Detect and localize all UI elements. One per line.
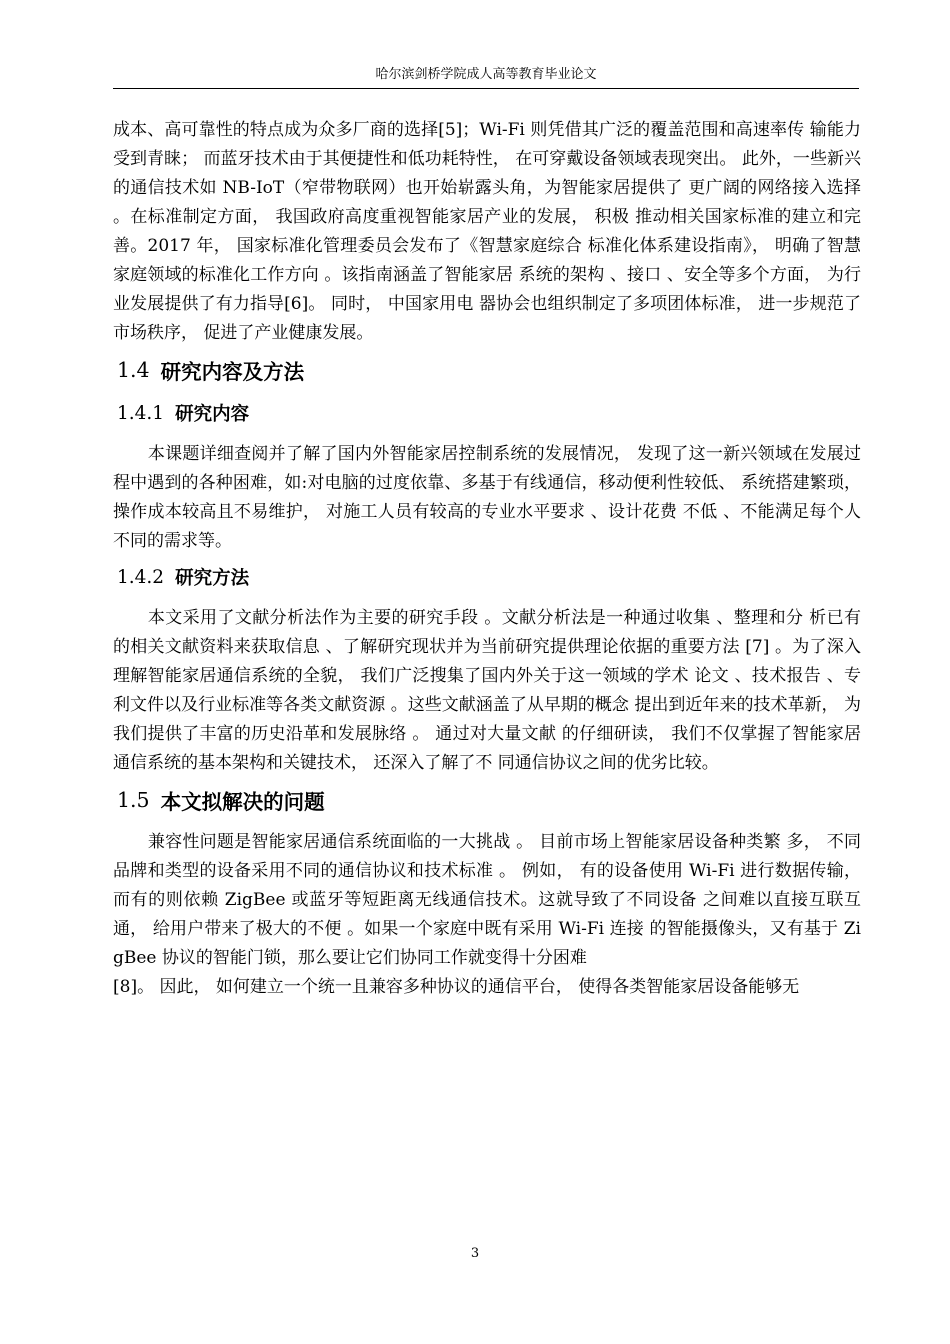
paragraph-compatibility: 兼容性问题是智能家居通信系统面临的一大挑战 。 目前市场上智能家居设备种类繁 多， 不同品牌和类型的设备采用不同的通信协议和技术标准 。 例如， 有的设备使用 Wi-Fi 进行数据传输，而有的则依赖 ZigBee 或蓝牙等短距离无线通信技术。这就导致了不同设备 之间难以直接互联互通， 给用户带来了极大的不便 。如果一个家庭中既有采用 Wi-Fi 连接 的智能摄像头，又有基于 ZigBee 协议的智能门锁，那么要让它们协同工作就变得十分困难 xyxy=(113,832,861,968)
header-rule xyxy=(113,88,859,89)
paragraph-compatibility-continued: [8]。 因此， 如何建立一个统一且兼容多种协议的通信平台， 使得各类智能家居设备能够无 xyxy=(113,977,800,997)
section-number: 1.4.2 xyxy=(117,566,165,588)
section-title: 研究内容 xyxy=(175,404,250,425)
section-title: 研究内容及方法 xyxy=(160,360,305,384)
paragraph-research-method: 本文采用了文献分析法作为主要的研究手段 。文献分析法是一种通过收集 、整理和分 析已有的相关文献资料来获取信息 、了解研究现状并为当前研究提供理论依据的重要方法 [7] 。为了深入理解智能家居通信系统的全貌， 我们广泛搜集了国内外关于这一领域的学术 论文 、技术报告 、专利文件以及行业标准等各类文献资源 。这些文献涵盖了从早期的概念 提出到近年来的技术革新， 为我们提供了丰富的历史沿革和发展脉络 。 通过对大量文献 的仔细研读， 我们不仅掌握了智能家居通信系统的基本架构和关键技术， 还深入了解了不 同通信协议之间的优劣比较。 xyxy=(113,608,861,773)
section-number: 1.4 xyxy=(117,358,150,382)
section-number: 1.5 xyxy=(117,788,150,812)
section-title: 研究方法 xyxy=(175,568,250,589)
running-header: 哈尔滨剑桥学院成人高等教育毕业论文 xyxy=(375,67,597,82)
section-title: 本文拟解决的问题 xyxy=(160,790,325,814)
page-number: 3 xyxy=(470,1246,480,1261)
page-body xyxy=(113,116,861,1002)
section-heading-1-4-1 xyxy=(113,392,861,434)
section-heading-1-4 xyxy=(113,348,861,392)
section-heading-1-5 xyxy=(113,778,861,822)
section-heading-1-4-2 xyxy=(113,556,861,598)
paragraph-standards: 成本、高可靠性的特点成为众多厂商的选择[5]；Wi-Fi 则凭借其广泛的覆盖范围和高速率传 输能力受到青睐； 而蓝牙技术由于其便捷性和低功耗特性， 在可穿戴设备领域表现突出。 此外，一些新兴的通信技术如 NB-IoT（窄带物联网）也开始崭露头角，为智能家居提供了 更广阔的网络接入选择 。在标准制定方面， 我国政府高度重视智能家居产业的发展， 积极 推动相关国家标准的建立和完善。2017 年， 国家标准化管理委员会发布了《智慧家庭综合 标准化体系建设指南》， 明确了智慧家庭领域的标准化工作方向 。该指南涵盖了智能家居 系统的架构 、接口 、安全等多个方面， 为行业发展提供了有力指导[6]。 同时， 中国家用电 器协会也组织制定了多项团体标准， 进一步规范了市场秩序， 促进了产业健康发展。 xyxy=(113,120,861,343)
paragraph-research-content: 本课题详细查阅并了解了国内外智能家居控制系统的发展情况， 发现了这一新兴领域在发展过程中遇到的各种困难，如:对电脑的过度依靠、多基于有线通信，移动便利性较低、 系统搭建繁琐， 操作成本较高且不易维护， 对施工人员有较高的专业水平要求 、设计花费 不低 、不能满足每个人不同的需求等。 xyxy=(113,444,861,551)
section-number: 1.4.1 xyxy=(117,402,165,424)
